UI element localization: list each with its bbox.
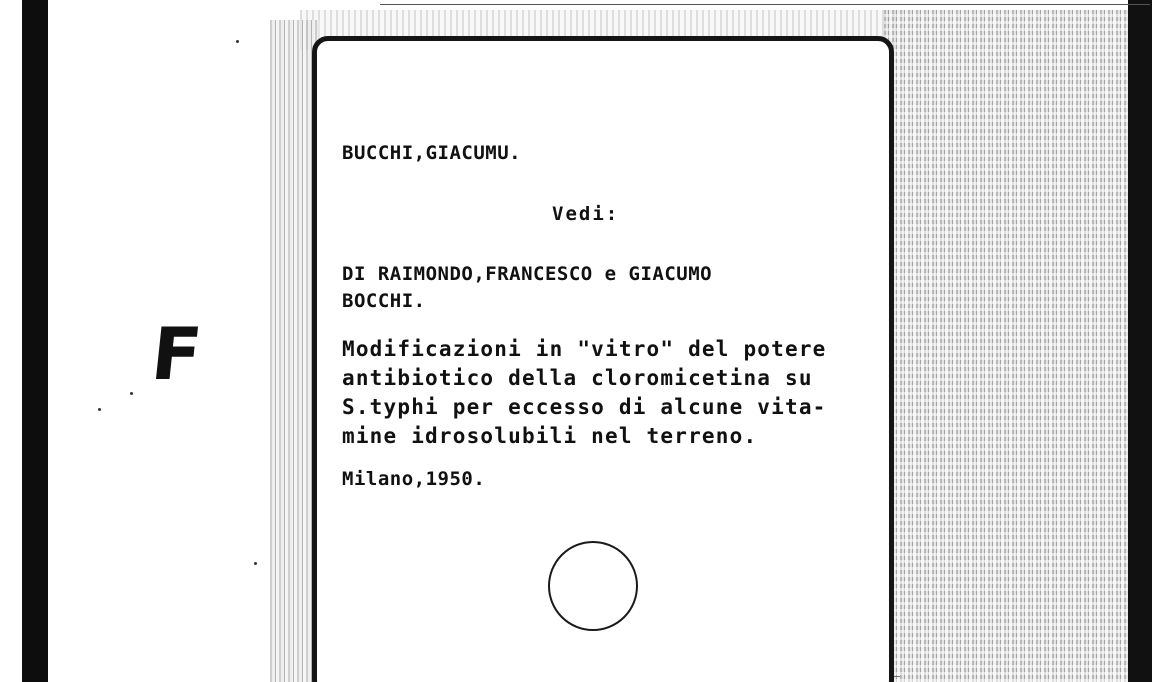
card-heading-name: BUCCHI,GIACUMU. (342, 142, 522, 164)
authors-line: DI RAIMONDO,FRANCESCO e GIACUMO (342, 263, 713, 285)
speck (254, 562, 257, 565)
work-title-line: antibiotico della cloromicetina su (342, 366, 813, 390)
work-title-line: Modificazioni in "vitro" del potere (342, 337, 827, 361)
scan-noise-right (884, 10, 1128, 682)
film-right-border (1128, 0, 1152, 682)
place-and-year: Milano,1950. (342, 468, 486, 490)
card-punch-hole (548, 541, 638, 631)
speck (236, 40, 239, 43)
speck (98, 408, 101, 411)
speck (130, 392, 133, 395)
film-left-border (22, 0, 48, 682)
top-edge-line (380, 4, 1150, 5)
see-also-label: Vedi: (552, 203, 620, 225)
authors-line: BOCCHI. (342, 290, 426, 312)
work-title-line: mine idrosolubili nel terreno. (342, 424, 758, 448)
work-title-line: S.typhi per eccesso di alcune vita- (342, 395, 827, 419)
margin-tab-letter: F (147, 312, 206, 396)
